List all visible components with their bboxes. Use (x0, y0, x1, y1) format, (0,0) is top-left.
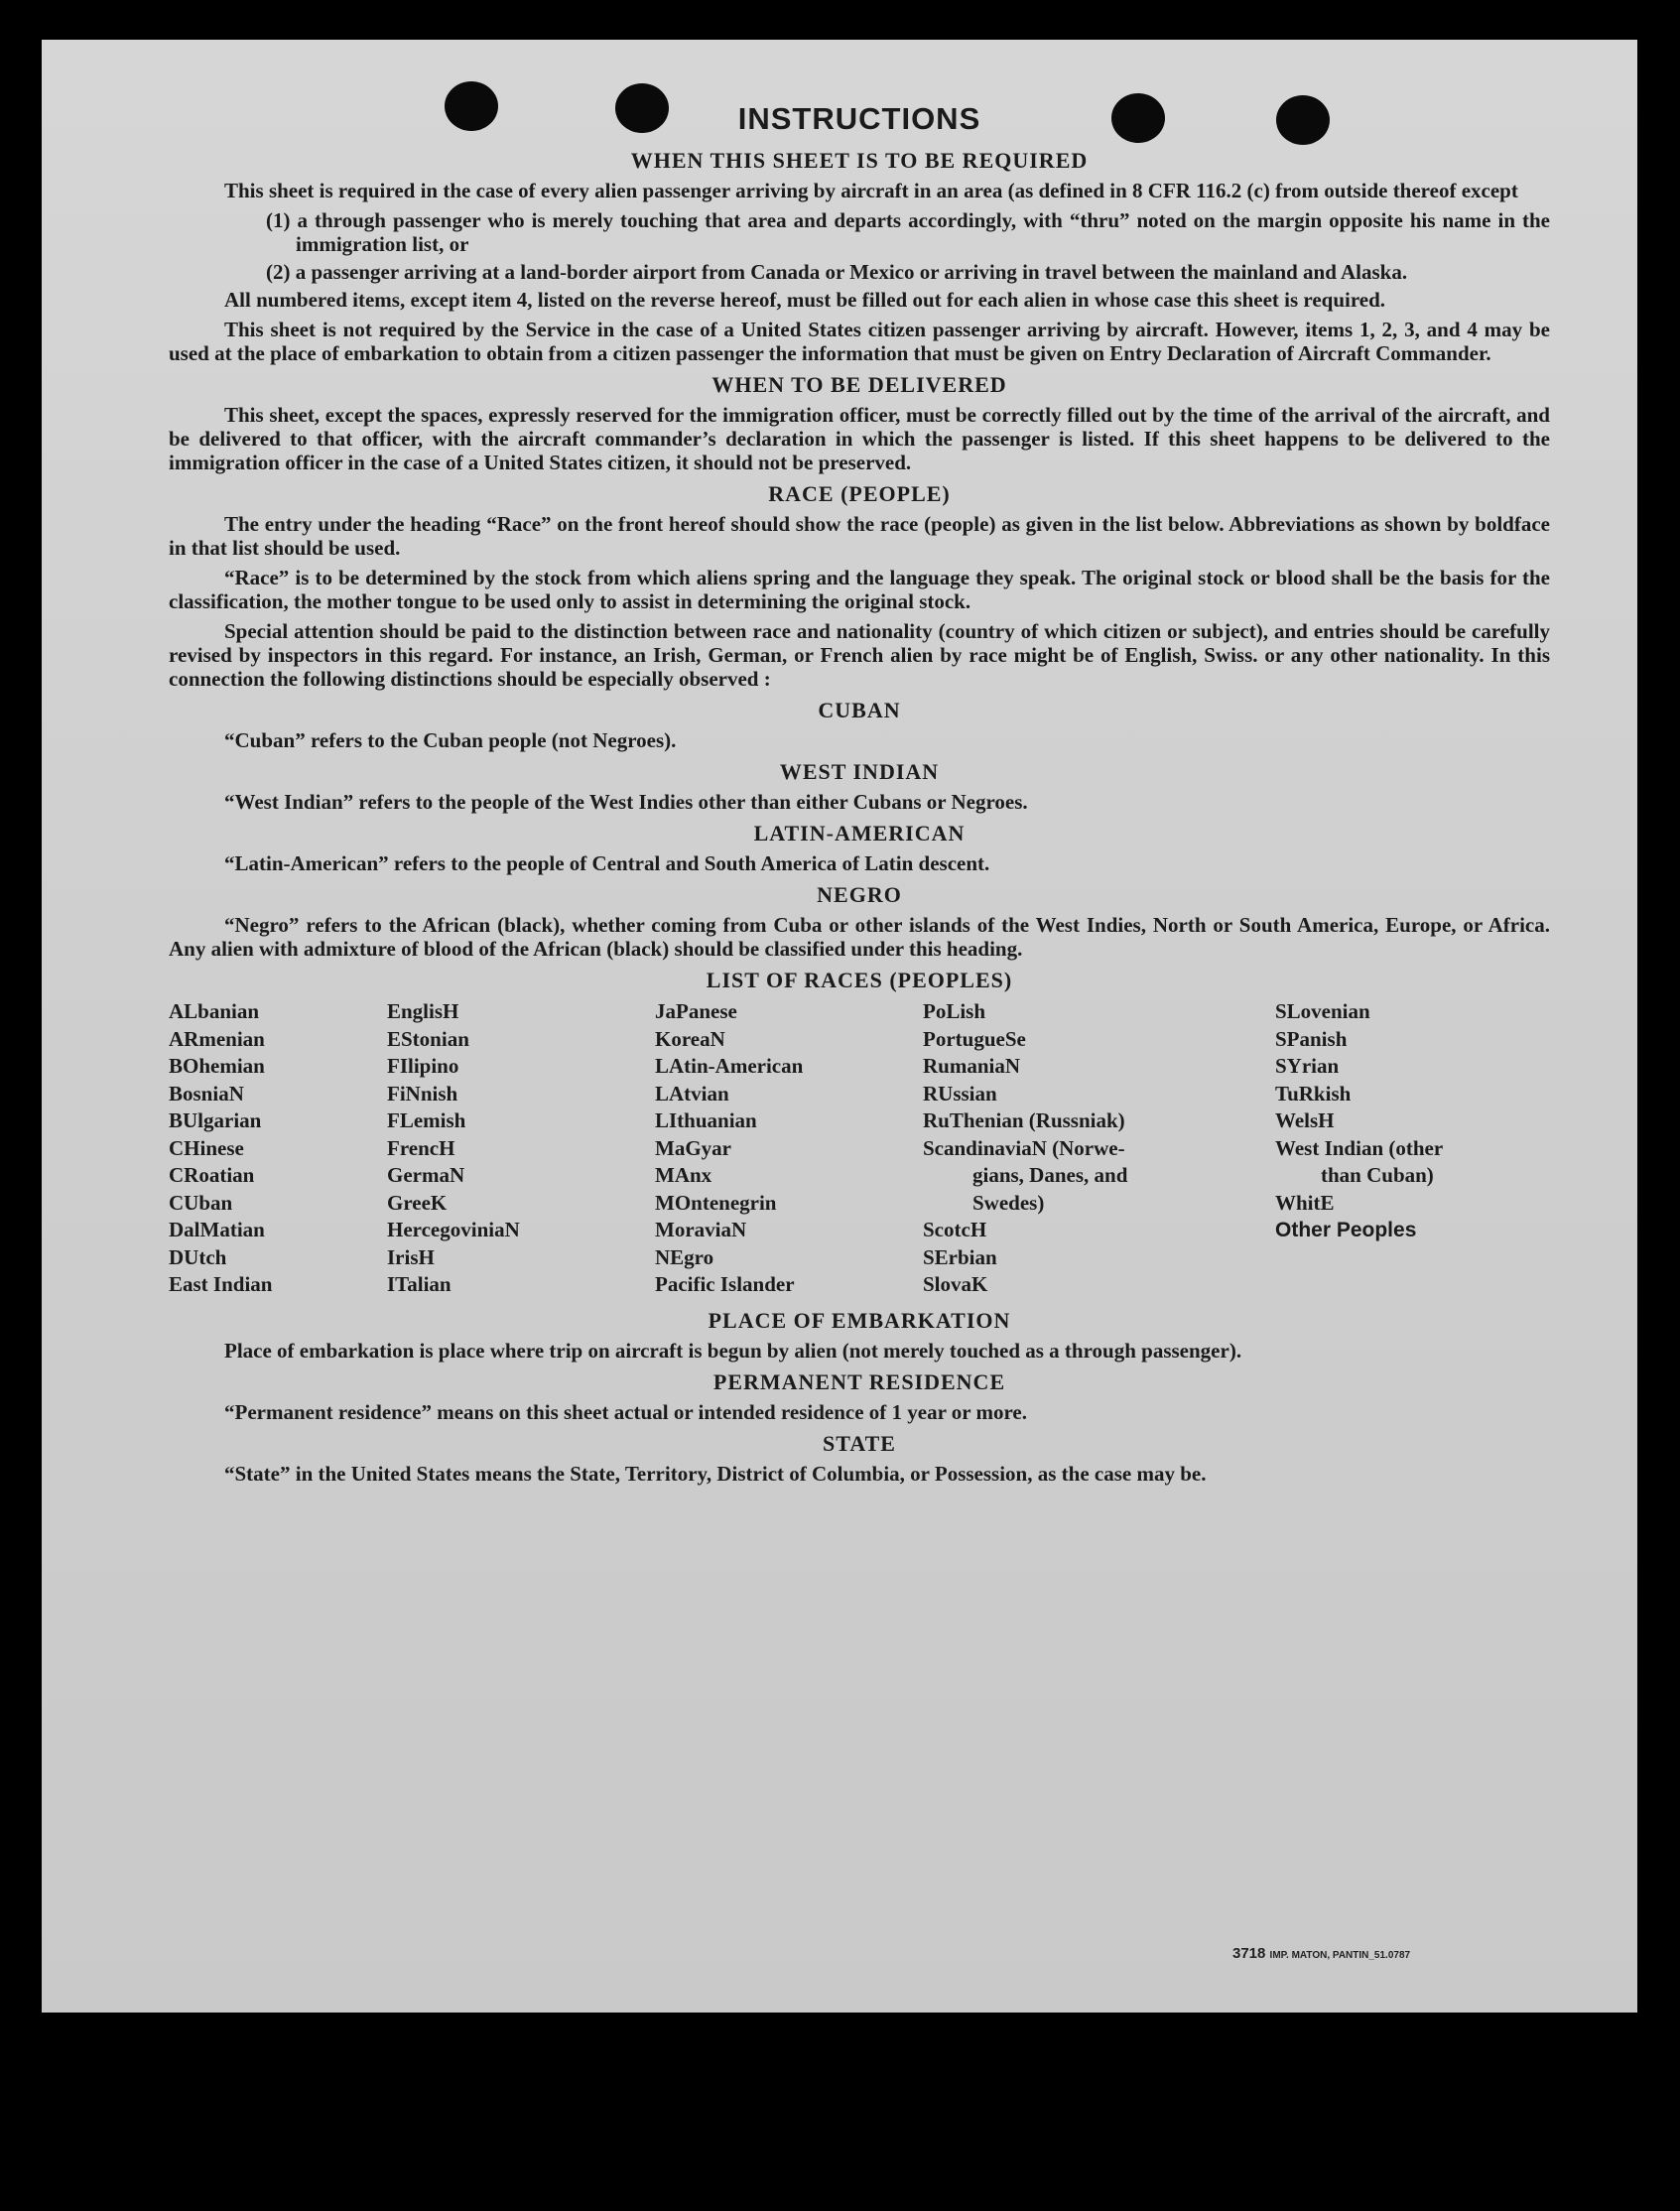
paragraph: “Cuban” refers to the Cuban people (not Negroes). (224, 728, 677, 752)
section-heading: LIST OF RACES (PEOPLES) (706, 968, 1013, 992)
race-entry: PortugueSe (923, 1026, 1026, 1051)
section-heading: NEGRO (817, 882, 902, 907)
paragraph: “Permanent residence” means on this sheet actual or intended residence of 1 year or more. (224, 1399, 1027, 1424)
race-entry: WelsH (1275, 1108, 1335, 1132)
race-entry: KoreaN (655, 1026, 725, 1051)
race-entry: West Indian (other (1275, 1135, 1444, 1160)
race-entry: SErbian (923, 1244, 997, 1269)
race-entry: MAnx (655, 1163, 712, 1187)
paragraph: This sheet, except the spaces, expressly reserved for the immigration officer, must be correctly filled out by the time of the arrival of the aircraft, and be delivered to that officer, with the aircraft commander’s declaration in which the passenger is listed. If this sheet happens to be delivered to the immigration officer in the case of a United States citizen, it should not be preserved. (169, 403, 1550, 474)
paragraph: “Race” is to be determined by the stock from which aliens spring and the language they speak. The original stock or blood shall be the basis for the classification, the mother tongue to be used only to assist in determining the original stock. (169, 566, 1550, 613)
race-column (387, 998, 655, 1299)
section-heading: CUBAN (818, 698, 901, 722)
race-entry: LIthuanian (655, 1108, 757, 1132)
race-entry: BosniaN (169, 1081, 244, 1106)
paragraph: Special attention should be paid to the distinction between race and nationality (country of which citizen or subject), and entries should be carefully revised by inspectors in this regard. For instance, an Irish, German, or French alien by race might be of English, Swiss. or any other nationality. In this connection the following distinctions should be especially observed : (169, 619, 1550, 691)
race-entry: FiNnish (387, 1081, 458, 1106)
form-footer (1232, 1945, 1410, 1962)
race-column (923, 998, 1275, 1299)
race-entry: JaPanese (655, 999, 737, 1023)
race-entry: SYrian (1275, 1054, 1340, 1078)
race-entry: Swedes) (972, 1190, 1045, 1215)
race-entry: WhitE (1275, 1190, 1335, 1215)
race-entry: CRoatian (169, 1163, 255, 1187)
paragraph: This sheet is not required by the Service in the case of a United States citizen passenger arriving by aircraft. However, items 1, 2, 3, and 4 may be used at the place of embarkation to obtain from a citizen passenger the information that must be given on Entry Declaration of Aircraft Commander. (169, 318, 1550, 365)
paragraph: “West Indian” refers to the people of the West Indies other than either Cubans or Negroes. (224, 790, 1028, 814)
paragraph: “Latin-American” refers to the people of Central and South America of Latin descent. (224, 851, 990, 875)
race-entry: HercegoviniaN (387, 1218, 520, 1241)
race-entry: MoraviaN (655, 1218, 747, 1241)
race-entry: SLovenian (1275, 999, 1370, 1023)
race-entry: BUlgarian (169, 1108, 262, 1132)
section-heading: LATIN-AMERICAN (753, 821, 966, 845)
race-entry: PoLish (923, 999, 986, 1023)
race-entry: LAtin-American (655, 1054, 804, 1078)
race-entry: ScotcH (923, 1218, 987, 1241)
race-entry: GermaN (387, 1163, 465, 1187)
race-entry: DalMatian (169, 1218, 265, 1241)
race-entry: MOntenegrin (655, 1190, 777, 1215)
race-entry: MaGyar (655, 1135, 731, 1160)
race-entry: ARmenian (169, 1026, 265, 1051)
race-entry: FLemish (387, 1108, 466, 1132)
race-entry: EStonian (387, 1026, 469, 1051)
paragraph: The entry under the heading “Race” on the front hereof should show the race (people) as given in the list below. Abbreviations as shown by boldface in that list should be used. (169, 512, 1550, 560)
race-column (1275, 998, 1513, 1299)
instructions-content (169, 99, 1550, 1492)
race-entry: RumaniaN (923, 1054, 1021, 1078)
race-entry: Pacific Islander (655, 1272, 795, 1296)
race-column (169, 998, 387, 1299)
race-entry: FrencH (387, 1135, 455, 1160)
page-title: INSTRUCTIONS (737, 101, 981, 136)
paragraph: All numbered items, except item 4, listed on the reverse hereof, must be filled out for each alien in whose case this sheet is required. (224, 288, 1386, 312)
race-entry: SPanish (1275, 1026, 1348, 1051)
race-entry: RuThenian (Russniak) (923, 1108, 1125, 1132)
section-heading: PERMANENT RESIDENCE (712, 1368, 1006, 1394)
list-item: (1) a through passenger who is merely touching that area and departs accordingly, with “thru” noted on the margin opposite his name in the immigration list, or (266, 208, 1550, 256)
race-entry: than Cuban) (1321, 1163, 1434, 1187)
race-entry: East Indian (169, 1272, 273, 1296)
race-entry: CHinese (169, 1135, 244, 1160)
paragraph: This sheet is required in the case of every alien passenger arriving by aircraft in an area (as defined in 8 CFR 116.2 (c) from outside thereof except (224, 179, 1518, 202)
race-entry: FIlipino (387, 1054, 459, 1078)
form-code: 3718 (1232, 1945, 1266, 1962)
section-heading: WHEN THIS SHEET IS TO BE REQUIRED (630, 148, 1089, 173)
race-entry: DUtch (169, 1244, 227, 1269)
paragraph: “State” in the United States means the State, Territory, District of Columbia, or Possession, as the case may be. (224, 1461, 1207, 1486)
race-entry: gians, Danes, and (972, 1163, 1128, 1187)
list-item: (2) a passenger arriving at a land-border airport from Canada or Mexico or arriving in travel between the mainland and Alaska. (266, 260, 1408, 284)
race-column (655, 998, 923, 1299)
race-entry: SlovaK (923, 1272, 988, 1296)
race-entry: ALbanian (169, 999, 260, 1023)
race-entry: CUban (169, 1190, 233, 1215)
race-list (169, 998, 1550, 1299)
paragraph: “Negro” refers to the African (black), whether coming from Cuba or other islands of the West Indies, North or South America, Europe, or Africa. Any alien with admixture of blood of the African (black) should be classified under this heading. (169, 913, 1550, 961)
race-entry: NEgro (655, 1244, 714, 1269)
race-entry: EnglisH (387, 999, 459, 1023)
printer-mark: IMP. MATON, PANTIN_51.0787 (1269, 1950, 1411, 1961)
race-entry: ScandinaviaN (Norwe- (923, 1135, 1125, 1160)
paragraph: Place of embarkation is place where trip on aircraft is begun by alien (not merely touched as a through passenger). (224, 1338, 1242, 1363)
race-entry: LAtvian (655, 1081, 729, 1106)
race-entry: GreeK (387, 1190, 448, 1215)
section-heading: WHEN TO BE DELIVERED (711, 372, 1007, 397)
section-heading: RACE (PEOPLE) (768, 481, 951, 506)
race-entry: ITalian (387, 1272, 452, 1296)
section-heading: WEST INDIAN (779, 759, 940, 784)
race-entry: BOhemian (169, 1054, 265, 1078)
race-entry: Other Peoples (1275, 1219, 1417, 1241)
race-entry: TuRkish (1275, 1081, 1352, 1106)
race-entry: RUssian (923, 1081, 997, 1106)
document-sheet (42, 40, 1637, 2013)
section-heading: PLACE OF EMBARKATION (708, 1307, 1011, 1333)
race-entry: IrisH (387, 1244, 435, 1269)
section-heading: STATE (823, 1430, 896, 1456)
